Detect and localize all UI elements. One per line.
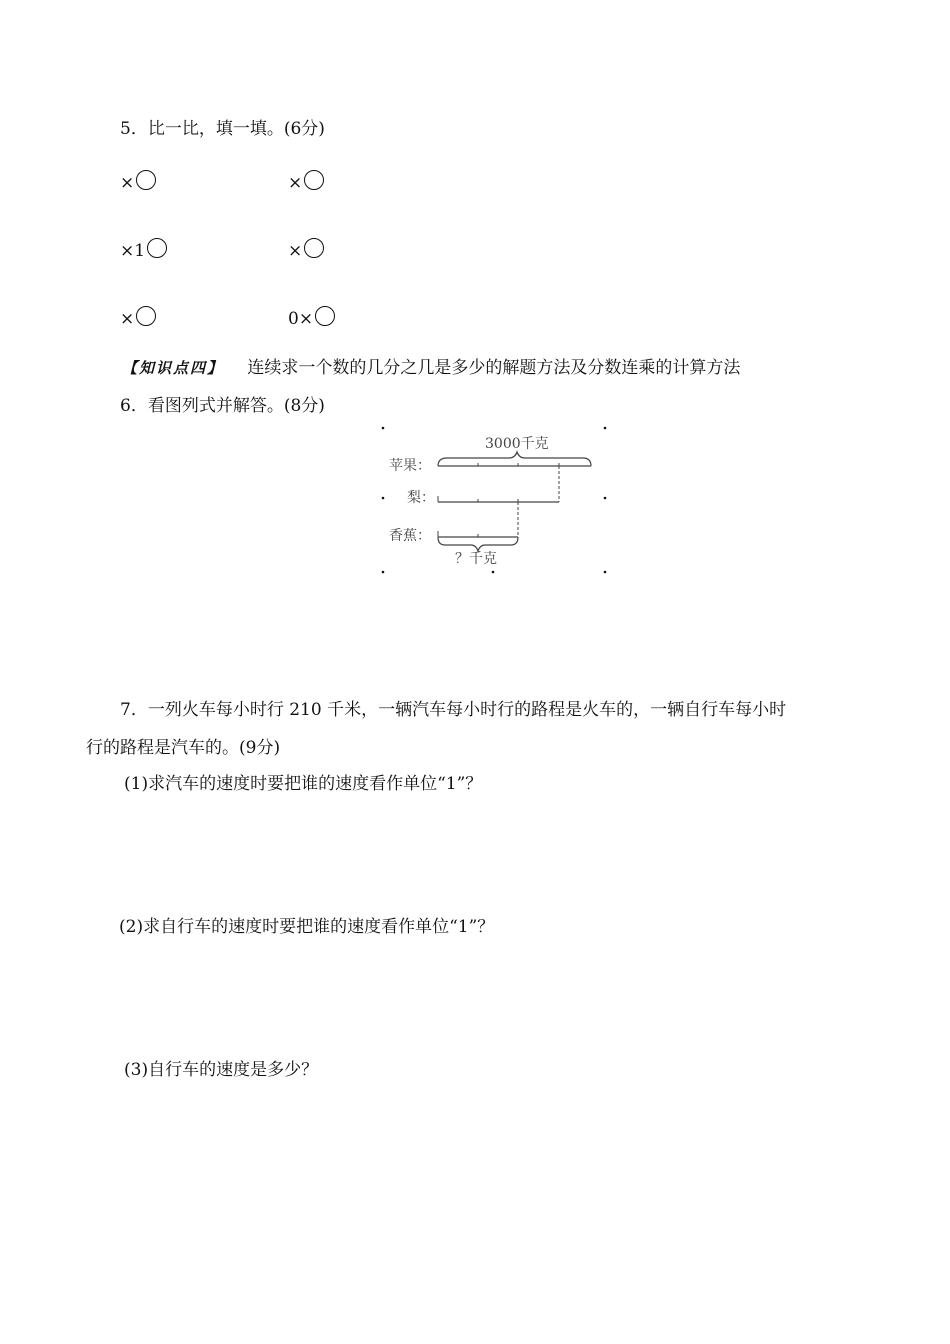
q5-item-3-left-text: × xyxy=(120,309,135,329)
q6-title: 6．看图列式并解答。(8分) xyxy=(120,396,325,416)
apple-label: 苹果： xyxy=(389,458,431,474)
corner-dot xyxy=(604,571,607,574)
q5-item-1-left xyxy=(120,170,156,194)
q7-sub-2: (2)求自行车的速度时要把谁的速度看作单位“1”？ xyxy=(119,917,495,937)
q5-item-2-right xyxy=(288,238,324,262)
q5-item-3-right xyxy=(288,306,335,330)
banana-label: 香蕉： xyxy=(389,528,431,544)
corner-dot xyxy=(604,427,607,430)
compare-circle-3[interactable] xyxy=(147,238,167,258)
compare-circle-5[interactable] xyxy=(136,306,156,326)
q5-item-3-left xyxy=(120,306,156,330)
q5-item-2-left-text: ×1 xyxy=(120,241,146,261)
compare-circle-4[interactable] xyxy=(304,238,324,258)
corner-dot xyxy=(492,571,495,574)
line-segment-diagram xyxy=(375,420,615,580)
knowledge-point-text: 连续求一个数的几分之几是多少的解题方法及分数连乘的计算方法 xyxy=(247,358,741,378)
q7-line-1: 7．一列火车每小时行 210 千米，一辆汽车每小时行的路程是火车的，一辆自行车每小时 xyxy=(120,700,787,720)
q7-sub-3: (3)自行车的速度是多少？ xyxy=(124,1060,319,1080)
total-weight-label: 3000千克 xyxy=(485,436,549,452)
q5-item-1-right xyxy=(288,170,324,194)
q5-item-3-right-text: 0× xyxy=(288,309,314,329)
bottom-brace xyxy=(438,537,518,551)
q5-item-1-left-text: × xyxy=(120,173,135,193)
q7-line-2: 行的路程是汽车的。(9分) xyxy=(86,738,281,758)
q5-item-2-right-text: × xyxy=(288,241,303,261)
unknown-weight-label: ？千克 xyxy=(455,551,497,567)
knowledge-point-tag: 【知识点四】 xyxy=(122,359,225,377)
compare-circle-1[interactable] xyxy=(136,170,156,190)
corner-dot xyxy=(604,497,607,500)
pear-label: 梨： xyxy=(407,490,435,506)
q5-item-1-right-text: × xyxy=(288,173,303,193)
q7-sub-1: (1)求汽车的速度时要把谁的速度看作单位“1”？ xyxy=(124,774,483,794)
compare-circle-2[interactable] xyxy=(304,170,324,190)
corner-dot xyxy=(382,497,385,500)
q5-title: 5．比一比，填一填。(6分) xyxy=(120,119,325,139)
knowledge-point-heading xyxy=(122,357,740,379)
compare-circle-6[interactable] xyxy=(315,306,335,326)
corner-dot xyxy=(382,427,385,430)
corner-dot xyxy=(382,571,385,574)
q5-item-2-left xyxy=(120,238,167,262)
top-brace xyxy=(438,452,591,466)
